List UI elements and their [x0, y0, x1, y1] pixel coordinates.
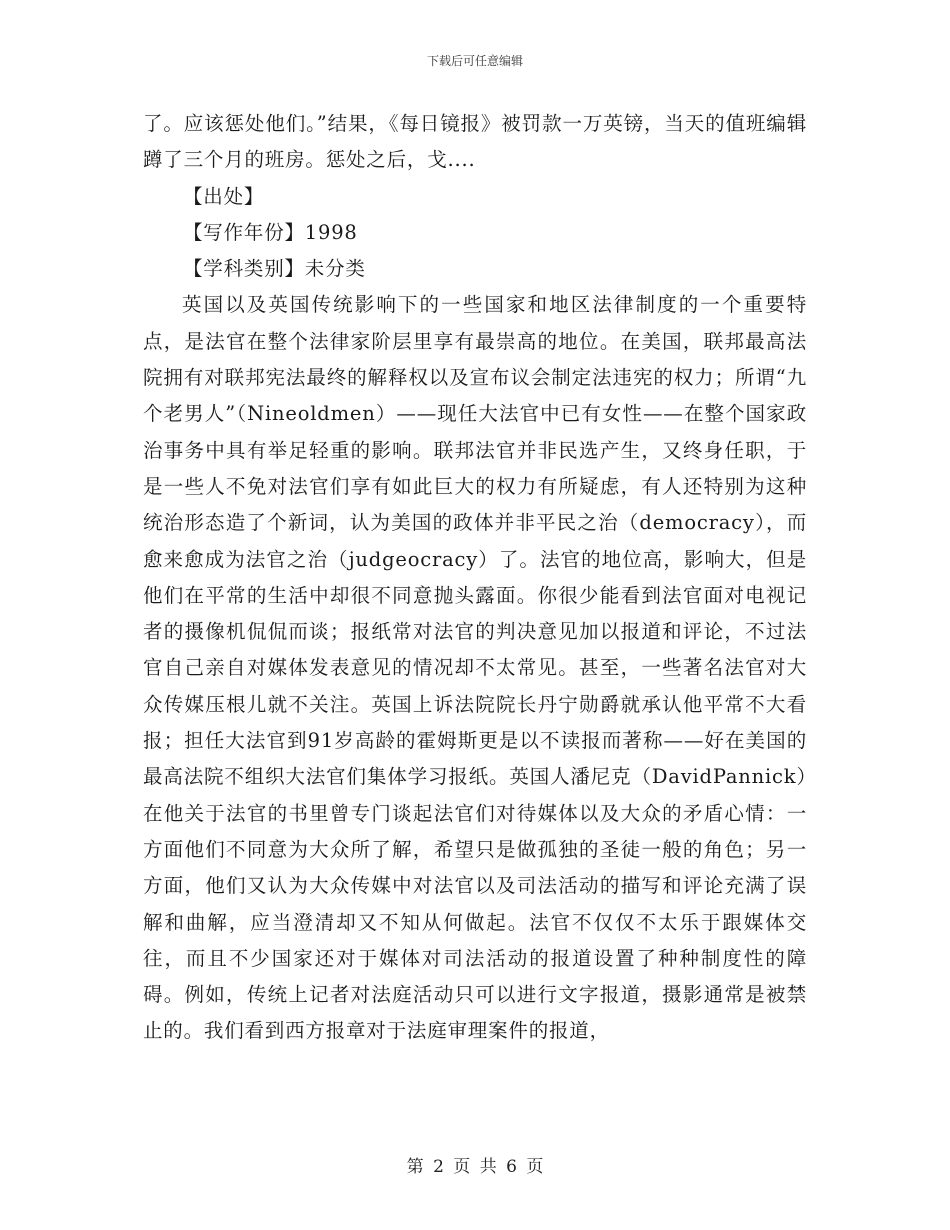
document-body	[143, 106, 807, 1050]
continuation-paragraph: 了。应该惩处他们。”结果，《每日镜报》被罚款一万英镑，当天的值班编辑蹲了三个月的班房。惩处之后，戈....	[143, 112, 807, 172]
year-label: 【写作年份】1998	[183, 220, 358, 244]
category-label: 【学科类别】未分类	[183, 257, 366, 281]
source-label: 【出处】	[183, 184, 265, 208]
page-header-note: 下载后可任意编辑	[426, 54, 523, 68]
page-number: 第 2 页 共 6 页	[406, 1157, 544, 1177]
main-paragraph: 英国以及英国传统影响下的一些国家和地区法律制度的一个重要特点，是法官在整个法律家阶层里享有最崇高的地位。在美国，联邦最高法院拥有对联邦宪法最终的解释权以及宣布议会制定法违宪的权力；所谓“九个老男人”（Nineoldmen）——现任大法官中已有女性——在整个国家政治事务中具有举足轻重的影响。联邦法官并非民选产生，又终身任职，于是一些人不免对法官们享有如此巨大的权力有所疑虑，有人还特别为这种统治形态造了个新词，认为美国的政体并非平民之治（democracy），而愈来愈成为法官之治（judgeocracy）了。法官的地位高，影响大，但是他们在平常的生活中却很不同意抛头露面。你很少能看到法官面对电视记者的摄像机侃侃而谈；报纸常对法官的判决意见加以报道和评论，不过法官自己亲自对媒体发表意见的情况却不太常见。甚至，一些著名法官对大众传媒压根儿就不关注。英国上诉法院院长丹宁勋爵就承认他平常不大看报；担任大法官到91岁高龄的霍姆斯更是以不读报而著称——好在美国的最高法院不组织大法官们集体学习报纸。英国人潘尼克（DavidPannick）在他关于法官的书里曾专门谈起法官们对待媒体以及大众的矛盾心情：一方面他们不同意为大众所了解，希望只是做孤独的圣徒一般的角色；另一方面，他们又认为大众传媒中对法官以及司法活动的描写和评论充满了误解和曲解，应当澄清却又不知从何做起。法官不仅仅不太乐于跟媒体交往，而且不少国家还对于媒体对司法活动的报道设置了种种制度性的障碍。例如，传统上记者对法庭活动只可以进行文字报道，摄影通常是被禁止的。我们看到西方报章对于法庭审理案件的报道，	[143, 293, 808, 1043]
